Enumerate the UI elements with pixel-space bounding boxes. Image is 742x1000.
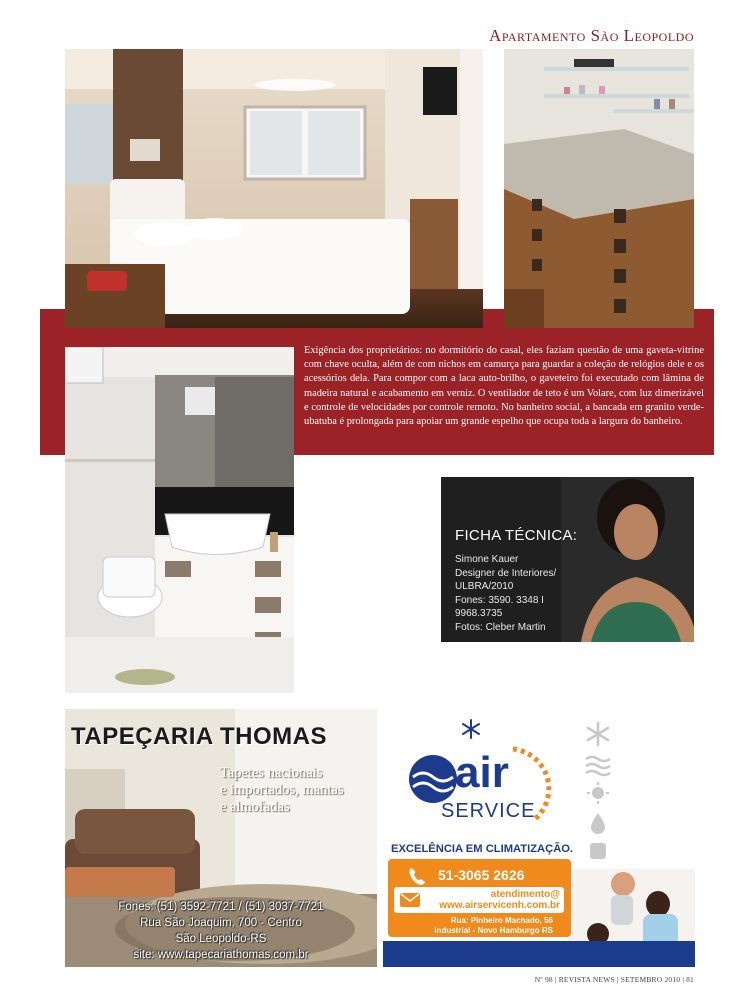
designer-name: Simone Kauer — [455, 554, 519, 565]
air-footer-bar — [383, 941, 695, 967]
advertiser-name: TAPEÇARIA THOMAS — [71, 723, 327, 750]
contact-site[interactable]: site: www.tapecariathomas.com.br — [133, 949, 309, 961]
advertiser-tagline — [220, 765, 370, 816]
wind-icon — [586, 757, 610, 775]
designer-school: ULBRA/2010 — [455, 581, 514, 592]
page-footer-meta: Nº 98 | REVISTA NEWS | SETEMBRO 2010 | 81 — [534, 975, 694, 984]
plug-icon — [590, 843, 606, 859]
advertiser-contact — [65, 899, 377, 963]
ficha-title: FICHA TÉCNICA: — [455, 527, 578, 544]
website-address[interactable]: www.airservicenh.com.br — [439, 900, 560, 911]
contact-address: Rua São Joaquim, 700 - Centro — [140, 917, 302, 929]
air-slogan: EXCELÊNCIA EM CLIMATIZAÇÃO. — [391, 843, 574, 855]
ficha-details — [455, 553, 585, 634]
phone-icon — [406, 865, 428, 887]
address-city: Industrial - Novo Hamburgo RS — [434, 926, 553, 935]
tagline-line: Tapetes nacionais — [220, 765, 323, 781]
sun-icon — [587, 782, 609, 804]
email-icon — [399, 891, 421, 909]
air-email[interactable] — [428, 889, 560, 911]
designer-phone-2: 9968.3735 — [455, 608, 503, 619]
tagline-line: e almofadas — [220, 799, 290, 815]
contact-phones: Fones: (51) 3592-7721 / (51) 3037-7721 — [118, 901, 324, 913]
drop-icon — [591, 813, 605, 834]
ficha-tecnica-box — [441, 477, 694, 642]
story-paragraph: Exigência dos proprietários: no dormitório do casal, eles faziam questão de uma gaveta-vitrine com chave oculta, além de com nichos em camurça para guardar a coleção de relógios dele e os acessórios dela. Para compor com a laca auto-brilho, o gaveteiro foi executado com lâmina de madeira natural e acabamento em verniz. O ventilador de teto é um Volare, com luz dimerizável e controle de velocidades por controle remoto. No banheiro social, a bancada em granito verde-ubatuba é prolongada para apoiar um grande espelho que ocupa toda a largura do banheiro. — [304, 345, 704, 428]
page-section-title: Apartamento São Leopoldo — [489, 26, 694, 45]
tagline-line: e importados, mantas — [220, 782, 344, 798]
air-logo-mark — [409, 748, 549, 822]
logo-text-air: air — [455, 748, 509, 797]
contact-city: São Leopoldo-RS — [175, 933, 267, 945]
snowflake-icon — [588, 723, 608, 745]
bedroom-photo — [65, 49, 483, 328]
email-address[interactable]: atendimento@ — [490, 889, 560, 900]
snowflake-icon — [463, 720, 479, 738]
ad-tapecaria-thomas — [65, 709, 377, 967]
air-address — [388, 916, 571, 936]
closet-drawer-photo — [504, 49, 694, 328]
address-street: Rua: Pinheiro Machado, 56 — [450, 916, 553, 925]
photo-credit: Fotos: Cleber Martin — [455, 621, 546, 633]
designer-role: Designer de Interiores/ — [455, 567, 557, 579]
bathroom-photo — [65, 347, 294, 693]
logo-text-service: SERVICE — [441, 800, 536, 822]
designer-phones: Fones: 3590. 3348 I — [455, 594, 544, 606]
air-phone-number[interactable]: 51-3065 2626 — [438, 867, 525, 883]
ad-air-service — [383, 709, 695, 967]
air-contact-panel — [388, 859, 571, 937]
air-contact-box — [394, 887, 564, 913]
